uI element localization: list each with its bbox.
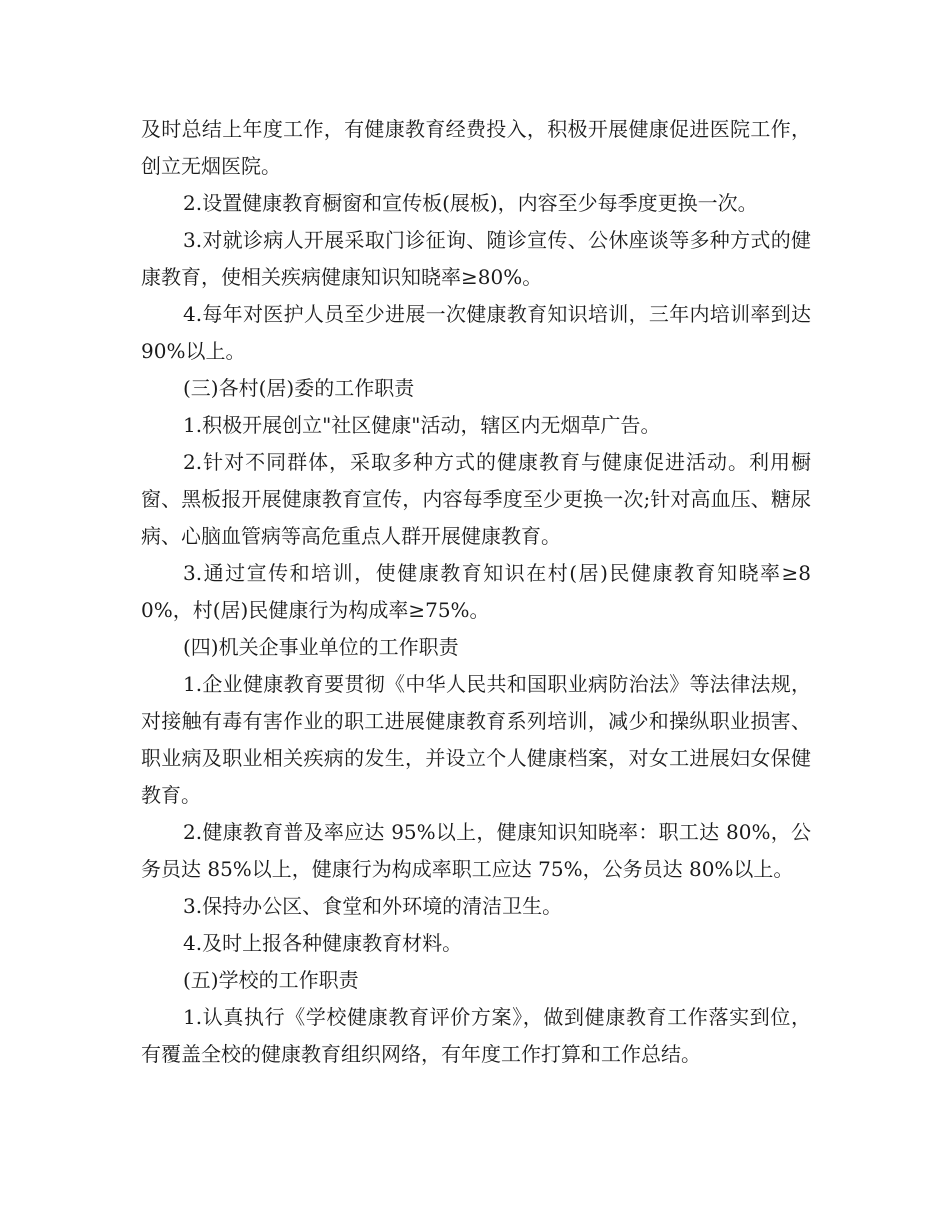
- section-heading-schools: (五)学校的工作职责: [183, 968, 359, 992]
- paragraph-schools-1: 1.认真执行《学校健康教育评价方案》，做到健康教育工作落实到位，有覆盖全校的健康教育组织网络，有年度工作打算和工作总结。: [141, 1005, 811, 1066]
- paragraph-agencies-3: 3.保持办公区、食堂和外环境的清洁卫生。: [183, 894, 563, 918]
- paragraph-village-1: 1.积极开展创立"社区健康"活动，辖区内无烟草广告。: [183, 413, 661, 437]
- paragraph-agencies-4: 4.及时上报各种健康教育材料。: [183, 931, 463, 955]
- paragraph-item-3: 3.对就诊病人开展采取门诊征询、随诊宣传、公休座谈等多种方式的健康教育，使相关疾病健康知识知晓率≥80%。: [141, 228, 811, 289]
- paragraph-item-2: 2.设置健康教育橱窗和宣传板(展板)，内容至少每季度更换一次。: [183, 191, 758, 215]
- section-heading-agencies: (四)机关企事业单位的工作职责: [183, 635, 459, 659]
- paragraph-village-3: 3.通过宣传和培训，使健康教育知识在村(居)民健康教育知晓率≥80%，村(居)民健康行为构成率≥75%。: [141, 561, 811, 622]
- paragraph-village-2: 2.针对不同群体，采取多种方式的健康教育与健康促进活动。利用橱窗、黑板报开展健康教育宣传，内容每季度至少更换一次;针对高血压、糖尿病、心脑血管病等高危重点人群开展健康教育。: [141, 450, 811, 548]
- paragraph-agencies-2: 2.健康教育普及率应达 95%以上，健康知识知晓率：职工达 80%，公务员达 85%以上，健康行为构成率职工应达 75%，公务员达 80%以上。: [141, 820, 811, 881]
- section-heading-village: (三)各村(居)委的工作职责: [183, 376, 415, 400]
- paragraph-item-4: 4.每年对医护人员至少进展一次健康教育知识培训，三年内培训率到达 90%以上。: [141, 302, 811, 363]
- paragraph-agencies-1: 1.企业健康教育要贯彻《中华人民共和国职业病防治法》等法律法规，对接触有毒有害作业的职工进展健康教育系列培训，减少和操纵职业损害、职业病及职业相关疾病的发生，并设立个人健康档案，对女工进展妇女保健教育。: [141, 672, 811, 807]
- document-page: [141, 111, 811, 1073]
- paragraph-continuation: 及时总结上年度工作，有健康教育经费投入，积极开展健康促进医院工作，创立无烟医院。: [141, 117, 811, 178]
